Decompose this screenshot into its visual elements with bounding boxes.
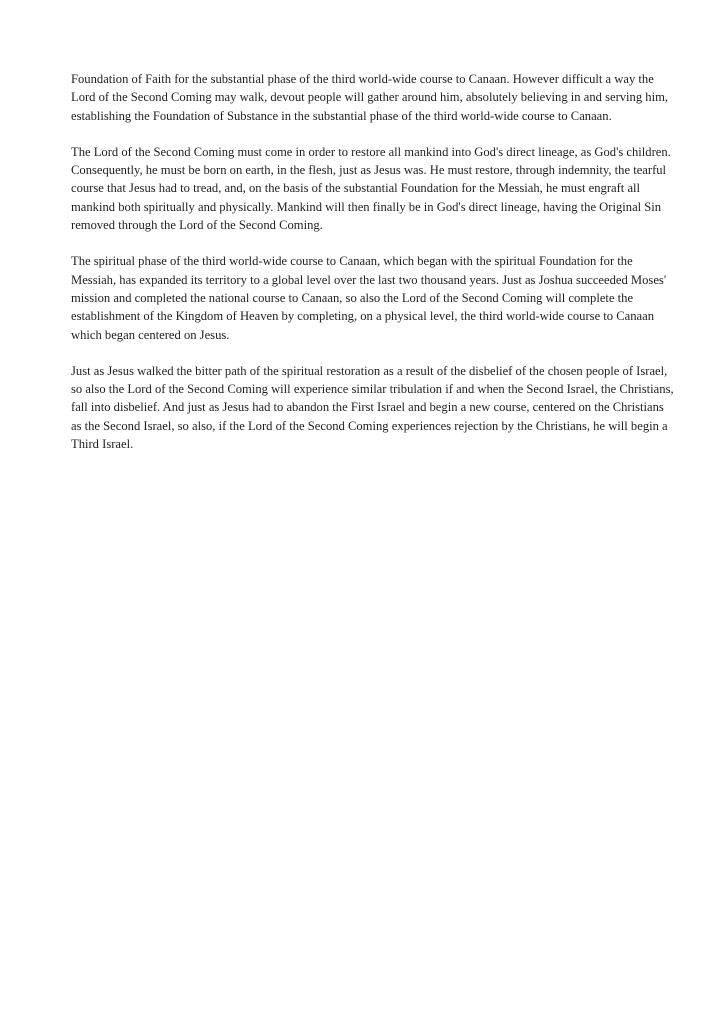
- paragraph-3: The spiritual phase of the third world-wide course to Canaan, which began with the spiritual Foundation for the Messiah, has expanded its territory to a global level over the last two thousand years. Just as Joshua succeeded Moses' mission and completed the national course to Canaan, so also the Lord of the Second Coming will complete the establishment of the Kingdom of Heaven by completing, on a physical level, the third world-wide course to Canaan which began centered on Jesus.: [71, 254, 667, 342]
- paragraph-1: Foundation of Faith for the substantial phase of the third world-wide course to Canaan. However difficult a way the Lord of the Second Coming may walk, devout people will gather around him, absolutely believing in and serving him, establishing the Foundation of Substance in the substantial phase of the third world-wide course to Canaan.: [71, 72, 669, 123]
- paragraph-4: Just as Jesus walked the bitter path of the spiritual restoration as a result of the disbelief of the chosen people of Israel, so also the Lord of the Second Coming will experience similar tribulation if and when the Second Israel, the Christians, fall into disbelief. And just as Jesus had to abandon the First Israel and begin a new course, centered on the Christians as the Second Israel, so also, if the Lord of the Second Coming experiences rejection by the Christians, he will begin a Third Israel.: [71, 363, 674, 452]
- paragraph-2: The Lord of the Second Coming must come in order to restore all mankind into God's direct lineage, as God's children. Consequently, he must be born on earth, in the flesh, just as Jesus was. He must restore, through indemnity, the tearful course that Jesus had to tread, and, on the basis of the substantial Foundation for the Messiah, he must engraft all mankind both spiritually and physically. Mankind will then finally be in God's direct lineage, having the Original Sin removed through the Lord of the Second Coming.: [71, 144, 671, 233]
- document-body: [71, 70, 675, 471]
